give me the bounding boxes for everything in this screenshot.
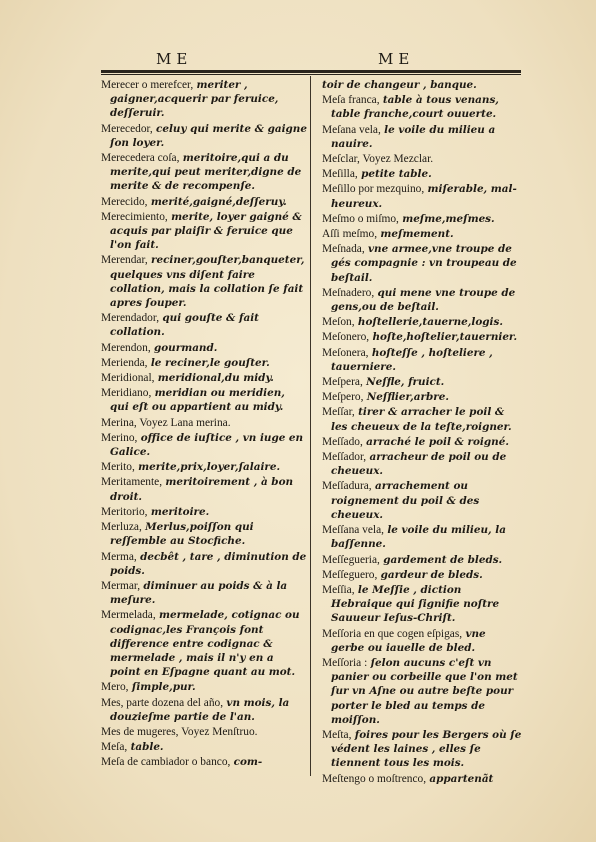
entry-definition: meridional,du midy. — [157, 372, 274, 385]
entry-headword: Meſpero, — [322, 391, 364, 404]
entry-headword: Mermelada, — [101, 609, 156, 622]
entry-headword: Meſilla, — [322, 168, 358, 181]
entry-definition: celuy qui merite & gaigne ſon loyer. — [110, 122, 307, 149]
dictionary-entry — [101, 460, 307, 474]
entry-headword: Meridional, — [101, 372, 155, 385]
entry-definition: mermelade, cotignac ou codignac,les François font difference entre codignac & mermelade , mais il n'y en a point en Eſpagne quant au mot. — [110, 609, 300, 679]
entry-headword: Merendador, — [101, 312, 160, 325]
entry-definition: merite, loyer gaigné & acquis par plaiſir & feruice que l'on fait. — [110, 210, 302, 252]
entry-headword: Merluza, — [101, 521, 142, 534]
right-column — [322, 78, 522, 787]
entry-headword: Meſana vela, — [322, 123, 381, 136]
dictionary-entry — [101, 356, 307, 370]
entry-headword: Mero, — [101, 681, 129, 694]
entry-headword: Meſſoria : — [322, 656, 368, 669]
entry-definition: vne gerbe ou iauelle de bled. — [331, 627, 486, 654]
entry-headword: Meſſia, — [322, 583, 355, 596]
header-left: ME — [156, 50, 193, 68]
header-right: ME — [378, 50, 415, 68]
entry-definition: le voile du milieu a nauire. — [331, 123, 496, 150]
entry-definition: foires pour les Bergers où ſe védent les laines , elles ſe tiennent tous les mois. — [331, 728, 522, 770]
entry-headword: Meſſadura, — [322, 480, 372, 493]
dictionary-entry — [322, 315, 522, 329]
entry-definition: ſelon aucuns c'eſt vn panier ou corbeille que l'on met ſur vn Aſne ou autre beſte pour porter le bled au temps de moiſſon. — [331, 656, 518, 726]
entry-definition: qui mene vne troupe de gens,ou de beſtail. — [331, 286, 516, 314]
entry-headword: Meritorio, — [101, 505, 148, 518]
dictionary-entry — [322, 405, 522, 433]
entry-definition: qui gouſte & fait collation. — [110, 312, 259, 339]
dictionary-entry — [101, 311, 307, 339]
entry-definition: miſerable, mal-heureux. — [331, 183, 517, 210]
entry-headword: Meſtengo o moſtrenco, — [322, 772, 427, 785]
entry-definition: hoſtellerie,tauerne,logis. — [357, 316, 503, 329]
entry-definition: Neſflier,arbre. — [366, 391, 449, 404]
dictionary-entry — [101, 755, 307, 769]
entry-definition: arracheur de poil ou de cheueux. — [331, 451, 507, 478]
entry-headword: Meſonera, — [322, 346, 369, 359]
entry-definition: tirer & arracher le poil & les cheueux de la teſte,roigner. — [331, 406, 512, 433]
running-header — [100, 50, 520, 72]
entry-definition: toir de changeur , banque. — [322, 79, 477, 91]
entry-definition: appartenãt — [429, 772, 494, 785]
entry-headword: Merecedera coſa, — [101, 152, 180, 165]
entry-headword: Meſclar, Voyez Mezclar. — [322, 153, 434, 166]
dictionary-entry — [322, 167, 522, 181]
dictionary-entry — [322, 286, 522, 314]
entry-headword: Merienda, — [101, 356, 148, 369]
entry-definition: Merlus,poiſſon qui reſſemble au Stocfiche. — [110, 521, 254, 548]
entry-headword: Meſſador, — [322, 451, 367, 464]
entry-headword: Meſpera, — [322, 376, 363, 389]
dictionary-entry — [322, 242, 522, 285]
dictionary-entry — [322, 346, 522, 374]
entry-headword: Merecedor, — [101, 122, 153, 135]
header-rule-thin — [101, 74, 521, 75]
entry-headword: Mes de mugeres, Voyez Menſtruo. — [101, 725, 258, 738]
dictionary-entry — [322, 123, 522, 151]
dictionary-entry — [322, 375, 522, 389]
entry-definition: le voile du milieu, la baſſenne. — [331, 524, 506, 551]
dictionary-entry — [322, 728, 522, 771]
dictionary-entry — [322, 523, 522, 551]
entry-headword: Merecimiento, — [101, 210, 168, 223]
dictionary-entry — [101, 151, 307, 194]
entry-headword: Merendar, — [101, 254, 148, 267]
entry-definition: arrachement ou roignement du poil & des cheueux. — [331, 480, 480, 521]
dictionary-entry — [101, 386, 307, 414]
entry-definition: meſmement. — [380, 228, 454, 241]
dictionary-entry — [101, 122, 307, 150]
dictionary-entry — [322, 330, 522, 344]
dictionary-entry — [101, 505, 307, 519]
dictionary-entry — [101, 475, 307, 503]
dictionary-entry — [322, 152, 522, 166]
entry-definition: reciner,gouſter,banqueter, quelques vns diſent faire collation, mais la collation ſe fait apres ſouper. — [110, 254, 305, 310]
entry-headword: Meſnada, — [322, 243, 365, 256]
entry-definition: meriter , gaigner,acquerir par feruice, deſſeruir. — [110, 79, 279, 120]
entry-headword: Merma, — [101, 550, 137, 563]
entry-headword: Merecer o merefcer, — [101, 79, 194, 91]
entry-headword: Aſſi meſmo, — [322, 228, 378, 241]
entry-definition: vn mois, la douzieſme partie de l'an. — [110, 696, 290, 723]
entry-headword: Meſſado, — [322, 435, 363, 448]
entry-definition: meritoire. — [150, 505, 210, 518]
entry-definition: Neſfle, fruict. — [366, 376, 445, 389]
dictionary-entry — [101, 608, 307, 679]
dictionary-entry — [322, 772, 522, 786]
entry-definition: petite table. — [361, 168, 432, 181]
dictionary-entry — [101, 341, 307, 355]
dictionary-entry — [322, 450, 522, 478]
dictionary-entry — [101, 371, 307, 385]
entry-definition: meridian ou meridien, qui eſt ou appartient au midy. — [110, 387, 285, 414]
dictionary-entry — [322, 182, 522, 210]
entry-headword: Merina, Voyez Lana merina. — [101, 416, 231, 429]
entry-headword: Merino, — [101, 431, 138, 444]
dictionary-entry — [322, 583, 522, 626]
dictionary-entry — [101, 550, 307, 578]
entry-headword: Meſonero, — [322, 331, 370, 344]
entry-headword: Meſillo por mezquino, — [322, 183, 425, 196]
entry-headword: Meſſegueria, — [322, 553, 380, 566]
left-column — [101, 78, 307, 771]
dictionary-entry — [322, 479, 522, 522]
entry-headword: Meſmo o miſmo, — [322, 212, 399, 225]
dictionary-entry — [101, 195, 307, 209]
entry-headword: Merito, — [101, 461, 135, 474]
dictionary-entry — [322, 93, 522, 121]
entry-definition: gardeur de bleds. — [380, 568, 483, 581]
entry-definition: gourmand. — [153, 341, 218, 354]
entry-headword: Meſnadero, — [322, 286, 375, 299]
entry-headword: Meritamente, — [101, 476, 163, 489]
dictionary-entry — [101, 431, 307, 459]
dictionary-entry — [322, 568, 522, 582]
entry-definition: le Meſſie , diction Hebraique qui ſignifie noſtre Sauueur Ieſus-Chriſt. — [331, 583, 500, 625]
dictionary-entry — [101, 253, 307, 310]
dictionary-entry — [101, 740, 307, 754]
entry-definition: gardement de bleds. — [383, 553, 503, 566]
dictionary-entry — [101, 579, 307, 607]
header-rule — [101, 70, 521, 73]
entry-headword: Meſon, — [322, 316, 355, 329]
entry-definition: arraché le poil & roigné. — [366, 435, 509, 448]
entry-definition: ſimple,pur. — [131, 681, 196, 694]
entry-definition: office de iuſtice , vn iuge en Galice. — [110, 431, 304, 459]
entry-definition: meſme,meſmes. — [402, 212, 495, 225]
dictionary-entry — [101, 696, 307, 724]
entry-definition: diminuer au poids & à la meſure. — [110, 579, 288, 607]
dictionary-entry — [322, 390, 522, 404]
entry-definition: table à tous venans, table franche,court ouuerte. — [331, 94, 499, 121]
entry-headword: Meſa franca, — [322, 94, 380, 107]
entry-definition: hoſte,hoſtelier,tauernier. — [372, 331, 518, 344]
dictionary-entry — [101, 210, 307, 253]
entry-headword: Meſſeguero, — [322, 568, 378, 581]
dictionary-entry — [322, 227, 522, 241]
dictionary-entry — [101, 416, 307, 430]
entry-headword: Meſta, — [322, 728, 352, 741]
entry-definition: com- — [233, 756, 263, 769]
dictionary-entry — [101, 78, 307, 121]
entry-headword: Mermar, — [101, 579, 141, 592]
entry-headword: Merendon, — [101, 341, 151, 354]
entry-definition: meritoire,qui a du merite,qui peut meriter,digne de merite & de recompenſe. — [110, 152, 302, 193]
entry-headword: Meſſar, — [322, 406, 355, 419]
entry-definition: merité,gaigné,deſſeruy. — [150, 195, 287, 208]
entry-headword: Meridiano, — [101, 387, 152, 400]
dictionary-entry — [322, 212, 522, 226]
entry-headword: Mes, parte dozena del año, — [101, 696, 224, 709]
dictionary-entry — [322, 656, 522, 727]
entry-headword: Meſa de cambiador o banco, — [101, 756, 231, 769]
entry-definition: le reciner,le gouſter. — [150, 356, 270, 369]
dictionary-entry — [322, 627, 522, 655]
dictionary-entry — [101, 680, 307, 694]
entry-headword: Meſſoria en que cogen eſpigas, — [322, 627, 463, 640]
entry-definition: table. — [130, 741, 164, 754]
dictionary-entry — [101, 725, 307, 739]
entry-definition: decbêt , tare , diminution de poids. — [110, 550, 307, 577]
entry-headword: Meſſana vela, — [322, 524, 384, 537]
dictionary-entry — [322, 78, 522, 92]
dictionary-entry — [322, 435, 522, 449]
dictionary-entry — [101, 520, 307, 548]
entry-definition: merite,prix,loyer,ſalaire. — [138, 461, 281, 474]
entry-definition: meritoirement , à bon droit. — [110, 476, 294, 503]
dictionary-entry — [322, 553, 522, 567]
entry-definition: hoſteſſe , hoſteliere , tauerniere. — [331, 346, 493, 373]
entry-headword: Merecido, — [101, 195, 148, 208]
entry-headword: Meſa, — [101, 741, 128, 754]
column-divider — [310, 76, 311, 776]
entry-definition: vne armee,vne troupe de gés compagnie : vn troupeau de beſtail. — [331, 243, 517, 284]
